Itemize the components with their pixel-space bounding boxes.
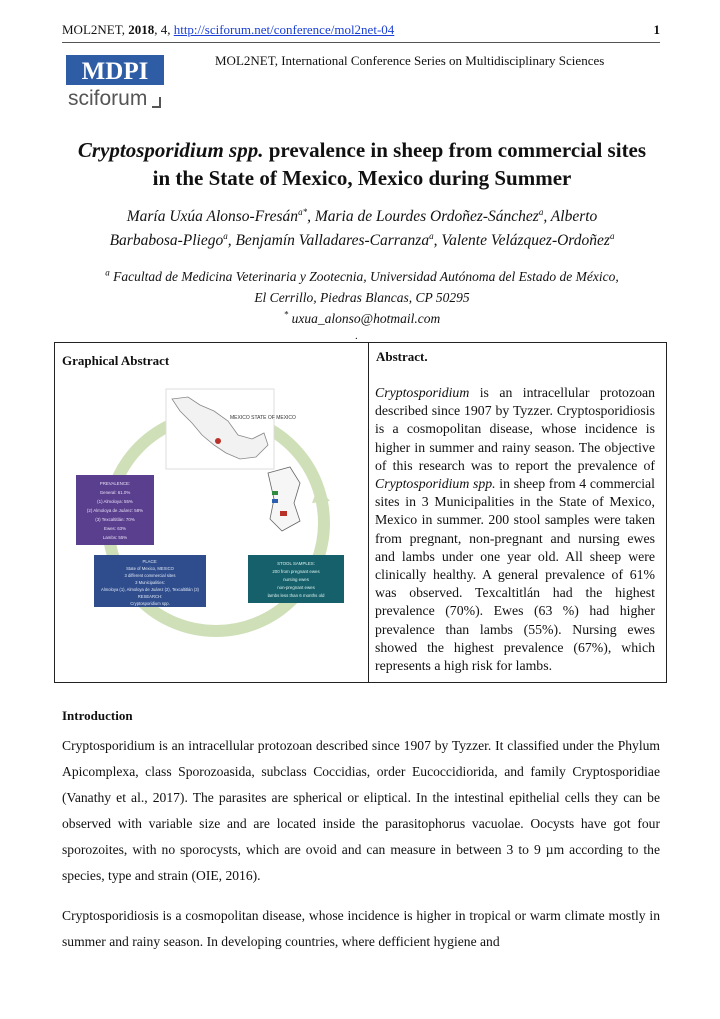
map-label: MEXICO STATE OF MEXICO bbox=[230, 415, 296, 421]
author-4-sup: a bbox=[429, 230, 434, 241]
title-line1: prevalence in sheep from commercial sites bbox=[263, 138, 647, 162]
municipality-marker-1 bbox=[272, 491, 278, 495]
author-3-sup: a bbox=[223, 230, 228, 241]
introduction-heading: Introduction bbox=[62, 708, 133, 723]
stool-line: nursing ewes bbox=[283, 577, 309, 582]
logo-mdpi-text: MDPI bbox=[81, 58, 149, 85]
abstract-box-divider bbox=[368, 342, 369, 683]
abstract-text-2: in sheep from 4 commercial sites in 3 Municipalities in the State of Mexico, Mexico in summer. 200 stool samples were taken from pregnant, non-pregnant and nursing ewes and lambs under one year old. All sheep were clinically healthy. A general prevalence of 61% was observed. Texcaltitlán had the highest prevalence (70%). Ewes (63 %) had higher prevalence than lambs (55%). Nursing ewes showed the highest prevalence (67%), which represents a high risk for lambs. bbox=[375, 476, 655, 674]
author-2-sup: a bbox=[538, 206, 544, 217]
state-marker bbox=[215, 438, 221, 444]
abstract-text bbox=[375, 384, 655, 675]
affiliation-line1: Facultad de Medicina Veterinaria y Zootecnia, Universidad Autónoma del Estado de México, bbox=[109, 269, 619, 284]
page-number: 1 bbox=[653, 22, 660, 37]
place-line: Cryptosporidium spp. bbox=[130, 601, 170, 606]
affiliation-sup: a bbox=[105, 267, 110, 278]
corresponding-email[interactable]: uxua_alonso@hotmail.com bbox=[288, 311, 441, 326]
conference-series: MOL2NET, International Conference Series on Multidisciplinary Sciences bbox=[215, 53, 605, 68]
municipality-marker-3 bbox=[280, 511, 287, 516]
author-list bbox=[60, 205, 664, 253]
email-sup: * bbox=[283, 309, 289, 320]
abstract-italic-2: Cryptosporidium spp. bbox=[375, 476, 496, 492]
prevalence-line: (2) Almoloya de Juárez: 58% bbox=[86, 508, 144, 513]
header-divider bbox=[62, 42, 660, 43]
municipality-marker-2 bbox=[272, 499, 278, 503]
author-5-sup: a bbox=[609, 230, 615, 241]
affiliation-line2: El Cerrillo, Piedras Blancas, CP 50295 bbox=[254, 290, 470, 305]
author-1: María Uxúa Alonso-Fresán bbox=[126, 208, 299, 225]
author-5: , Valente Velázquez-Ordoñez bbox=[433, 232, 610, 249]
separator-dot: . bbox=[355, 330, 358, 342]
graphical-abstract-figure bbox=[68, 375, 358, 670]
introduction-paragraph-1: Cryptosporidium is an intracellular protozoan described since 1907 by Tyzzer. It classified under the Phylum Apicomplexa, class Sporozoasida, subclass Coccidias, order Eucoccidiorida, and family Cryptosporidiae (Vanathy et al., 2017). The parasites are spherical or eliptical. In the intestinal epithelial cells they can be observed with variable size and are located inside the parasitophorus vacuolae. Oocysts have got four sporozoites, with no sporocysts, which are ovoid and can measure in between 3 to 9 µm according to the species, type and strain (OIE, 2016). bbox=[62, 738, 660, 883]
abstract-italic-1: Cryptosporidium bbox=[375, 385, 470, 400]
stool-line: 200 from pregnant ewes bbox=[272, 569, 320, 574]
running-header bbox=[62, 22, 660, 38]
introduction-paragraph-2: Cryptosporidiosis is a cosmopolitan disease, whose incidence is higher in tropical or warm climate mostly in summer and rainy season. In developing countries, where defficient hygiene and bbox=[62, 908, 660, 949]
place-line: Almoloya (1), Almoloya de Juárez (2), Texcaltitlán (3) bbox=[101, 587, 199, 592]
title-italic: Cryptosporidium spp. bbox=[77, 138, 264, 162]
prevalence-line: General: 61.0% bbox=[99, 490, 131, 495]
logo-sciforum-text: sciforum bbox=[68, 87, 148, 110]
author-2: , Maria de Lourdes Ordoñez-Sánchez bbox=[307, 208, 539, 225]
affiliation bbox=[60, 266, 664, 329]
stool-line: lambs less than 6 months old bbox=[267, 593, 325, 598]
title-line2: in the State of Mexico, Mexico during Summer bbox=[152, 166, 572, 190]
author-1-sup: a* bbox=[298, 206, 308, 217]
journal-volume: , 4, bbox=[154, 22, 171, 37]
prevalence-line: Ewes: 63% bbox=[104, 526, 126, 531]
author-3-start: , Alberto bbox=[543, 208, 598, 225]
stool-line: STOOL SAMPLES: bbox=[277, 561, 315, 566]
place-line: PLACE: bbox=[142, 559, 158, 564]
author-3: Barbabosa-Pliego bbox=[109, 232, 224, 249]
author-4: , Benjamín Valladares-Carranza bbox=[227, 232, 430, 249]
place-line: 3 different commercial sites bbox=[124, 573, 176, 578]
prevalence-line: (1) Almoloya: 55% bbox=[97, 499, 133, 504]
journal-year: 2018 bbox=[128, 22, 155, 37]
prevalence-line: Lambs: 55% bbox=[102, 535, 128, 540]
place-line: State of Mexico, MEXICO bbox=[126, 566, 174, 571]
stool-line: non-pregnant ewes bbox=[277, 585, 315, 590]
prevalence-line: PREVALENCE: bbox=[99, 481, 131, 486]
conference-link[interactable]: http://sciforum.net/conference/mol2net-04 bbox=[173, 22, 395, 37]
place-line: 3 Municipalities: bbox=[135, 580, 165, 585]
graphical-abstract-heading: Graphical Abstract bbox=[62, 353, 170, 368]
paper-title bbox=[60, 136, 664, 192]
journal-prefix: MOL2NET, bbox=[62, 22, 125, 37]
abstract-heading: Abstract. bbox=[376, 349, 428, 364]
mdpi-sciforum-logo bbox=[66, 55, 166, 115]
place-line: RESEARCH: bbox=[137, 594, 163, 599]
prevalence-line: (3) Texcaltitlán: 70% bbox=[95, 517, 135, 522]
abstract-text-1: is an intracellular protozoan described since 1907 by Tyzzer. Cryptosporidiosis is a cosmopolitan disease, whose incidence is higher in summer and rainy season. The objective of this research was to report the prevalence of bbox=[375, 385, 655, 473]
